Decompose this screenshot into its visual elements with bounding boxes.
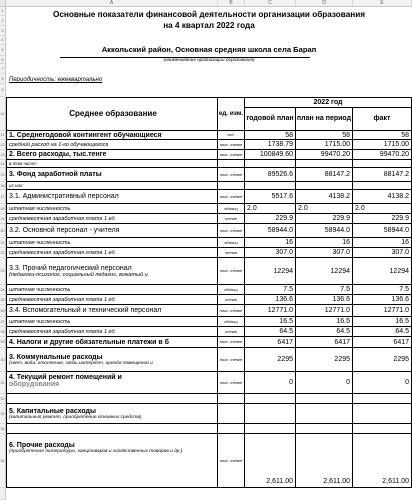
row-label[interactable]	[6, 394, 218, 404]
fact-value[interactable]: 58944.0	[353, 224, 412, 238]
row-label[interactable]: 2. Всего расходы, тыс.тенге	[6, 150, 218, 160]
row-label[interactable]: среднемесячная заработная плата 1 ед.	[6, 214, 218, 224]
period-plan-value[interactable]	[296, 424, 353, 434]
row-label: 5. Капитальные расходы	[9, 407, 96, 415]
period-plan-value[interactable]: 7.5	[296, 285, 353, 295]
row-unit[interactable]: тенге	[218, 214, 245, 224]
row-unit[interactable]: тыс. тенге	[218, 140, 245, 150]
row-label[interactable]: 1. Среднегодовой контингент обучающиеся	[6, 131, 218, 140]
fact-value[interactable]: 88147.2	[353, 168, 412, 182]
row-unit[interactable]: единиц	[218, 204, 245, 214]
row-number[interactable]: 16	[0, 182, 6, 190]
header-year[interactable]: 2022 год	[245, 97, 412, 108]
row-label-cell[interactable]	[6, 404, 218, 424]
row-number[interactable]: 22	[0, 248, 6, 258]
annual-plan-value[interactable]	[245, 404, 296, 424]
table-row	[0, 337, 412, 348]
period-plan-value[interactable]: 1715.00	[296, 140, 353, 150]
row-sublabel: (свет, вода, отопление, связь,интернет, аренда помещений и	[9, 360, 153, 366]
annual-plan-value[interactable]: 58944.0	[245, 224, 296, 238]
fact-value[interactable]: 2295	[353, 348, 412, 372]
row-label[interactable]: среднемесячная заработная плата 1 ед.	[6, 327, 218, 337]
row-number[interactable]: 15	[0, 168, 6, 182]
fact-value[interactable]	[353, 160, 412, 168]
table-row	[0, 160, 412, 168]
annual-plan-value[interactable]: 6417	[245, 337, 296, 348]
period-plan-value[interactable]	[296, 404, 353, 424]
sheet-row	[0, 488, 412, 500]
annual-plan-value[interactable]	[245, 394, 296, 404]
period-plan-value[interactable]: 2295	[296, 348, 353, 372]
column-header-e[interactable]: E	[353, 0, 412, 7]
row-number[interactable]: 1	[0, 7, 6, 16]
fact-value[interactable]: 12771.0	[353, 305, 412, 317]
fact-value[interactable]: 2,611.00	[353, 434, 412, 488]
period-plan-value[interactable]: 64.5	[296, 327, 353, 337]
fact-value[interactable]	[353, 424, 412, 434]
row-number[interactable]: 3	[0, 26, 6, 36]
fact-value[interactable]: 307.0	[353, 248, 412, 258]
table-row	[0, 285, 412, 295]
row-unit[interactable]	[218, 404, 245, 424]
column-header-a[interactable]: A	[6, 0, 218, 7]
annual-plan-value[interactable]: 229.9	[245, 214, 296, 224]
row-label[interactable]: среднемесячная заработная плата 1 ед.	[6, 248, 218, 258]
row-number[interactable]: 14	[0, 160, 6, 168]
table-row	[0, 131, 412, 140]
row-unit[interactable]	[218, 424, 245, 434]
column-header-c[interactable]: C	[245, 0, 296, 7]
row-number[interactable]: 8	[0, 74, 6, 84]
row-label[interactable]: штатная численность	[6, 204, 218, 214]
annual-plan-value[interactable]: 100849.60	[245, 150, 296, 160]
row-number[interactable]: 26	[0, 305, 6, 317]
row-unit[interactable]: тыс. тенге	[218, 168, 245, 182]
table-row	[0, 224, 412, 238]
period-plan-value[interactable]: 2.0	[296, 204, 353, 214]
row-number[interactable]: 31	[0, 372, 6, 394]
table-row	[0, 372, 412, 394]
period-plan-value[interactable]: 136.6	[296, 295, 353, 305]
row-unit[interactable]: тенге	[218, 295, 245, 305]
annual-plan-value[interactable]: 2.0	[245, 204, 296, 214]
table-row	[0, 348, 412, 372]
header-unit[interactable]: ед. изм.	[218, 97, 245, 131]
fact-value[interactable]: 16.5	[353, 317, 412, 327]
row-number[interactable]: 2	[0, 16, 6, 26]
table-row	[0, 182, 412, 190]
row-label-cell[interactable]	[6, 348, 218, 372]
annual-plan-value[interactable]	[245, 424, 296, 434]
row-number[interactable]: 13	[0, 150, 6, 160]
period-plan-value[interactable]: 99470.20	[296, 150, 353, 160]
fact-value[interactable]	[353, 404, 412, 424]
row-unit[interactable]: тыс. тенге	[218, 224, 245, 238]
table-row	[0, 327, 412, 337]
row-unit[interactable]: тыс. тенге	[218, 258, 245, 285]
table-row	[0, 404, 412, 424]
annual-plan-value[interactable]: 16.5	[245, 317, 296, 327]
fact-value[interactable]: 0	[353, 372, 412, 394]
row-sublabel: (приобретение литературы, канцтоваров и хозяйственных товаров и др.)	[9, 449, 183, 454]
fact-value[interactable]	[353, 182, 412, 190]
annual-plan-value[interactable]: 16	[245, 238, 296, 248]
row-number[interactable]: 32	[0, 394, 6, 404]
annual-plan-value[interactable]: 12771.0	[245, 305, 296, 317]
table-row	[0, 190, 412, 204]
row-unit[interactable]: тыс. тенге	[218, 190, 245, 204]
row-sublabel: (капитальный ремонт, приобретение основных средств)	[9, 414, 142, 420]
table-row	[0, 394, 412, 404]
row-number[interactable]: 19	[0, 214, 6, 224]
period-plan-value[interactable]: 12771.0	[296, 305, 353, 317]
period-plan-value[interactable]	[296, 182, 353, 190]
row-label-cell[interactable]	[6, 434, 218, 488]
annual-plan-value[interactable]: 7.5	[245, 285, 296, 295]
row-label: 4. Текущий ремонт помещений и	[9, 374, 122, 381]
row-number[interactable]: 35	[0, 434, 6, 488]
period-plan-value[interactable]: 12294	[296, 258, 353, 285]
table-row	[0, 150, 412, 160]
row-unit[interactable]	[218, 182, 245, 190]
fact-value[interactable]: 136.6	[353, 295, 412, 305]
annual-plan-value[interactable]	[245, 160, 296, 168]
period-plan-value[interactable]	[296, 160, 353, 168]
row-sublabel: (педагоги-психолог, социальный педагог, вожатый и	[9, 271, 148, 278]
annual-plan-value[interactable]: 58	[245, 131, 296, 140]
row-unit[interactable]: тыс. тенге	[218, 305, 245, 317]
table-row	[0, 434, 412, 488]
row-number[interactable]: 21	[0, 238, 6, 248]
fact-value[interactable]: 1715.00	[353, 140, 412, 150]
row-number[interactable]: 18	[0, 204, 6, 214]
annual-plan-value[interactable]: 89526.6	[245, 168, 296, 182]
row-unit[interactable]: тыс. тенге	[218, 337, 245, 348]
row-number[interactable]: 25	[0, 295, 6, 305]
row-label[interactable]: 4. Налоги и другие обязательные платежи в б	[6, 337, 218, 348]
period-plan-value[interactable]: 2,611.00	[296, 434, 353, 488]
sheet-row	[0, 84, 412, 97]
annual-plan-value[interactable]: 1738.79	[245, 140, 296, 150]
table-row	[0, 317, 412, 327]
annual-plan-value[interactable]: 2295	[245, 348, 296, 372]
row-unit[interactable]	[218, 394, 245, 404]
table-row	[0, 424, 412, 434]
fact-value[interactable]	[353, 394, 412, 404]
annual-plan-value[interactable]: 136.6	[245, 295, 296, 305]
period-plan-value[interactable]: 58	[296, 131, 353, 140]
fact-value[interactable]: 64.5	[353, 327, 412, 337]
annual-plan-value[interactable]: 5517.6	[245, 190, 296, 204]
row-label[interactable]: 3. Фонд заработной платы	[6, 168, 218, 182]
table-row	[0, 168, 412, 182]
annual-plan-value[interactable]: 2,611.00	[245, 434, 296, 488]
table-row	[0, 238, 412, 248]
fact-value[interactable]: 6417	[353, 337, 412, 348]
row-number[interactable]: 4	[0, 36, 6, 45]
annual-plan-value[interactable]: 64.5	[245, 327, 296, 337]
header-fact[interactable]: факт	[353, 108, 412, 131]
fact-value[interactable]: 99470.20	[353, 150, 412, 160]
row-unit[interactable]: чел.	[218, 131, 245, 140]
period-plan-value[interactable]: 16.5	[296, 317, 353, 327]
period-plan-value[interactable]: 6417	[296, 337, 353, 348]
row-label[interactable]: штатная численность	[6, 285, 218, 295]
table-row	[0, 295, 412, 305]
fact-value[interactable]: 16	[353, 238, 412, 248]
table-row	[0, 258, 412, 285]
fact-value[interactable]: 58	[353, 131, 412, 140]
periodicity-label: Периодичность: ежеквартально	[9, 77, 103, 83]
annual-plan-value[interactable]: 307.0	[245, 248, 296, 258]
period-plan-value[interactable]: 229.9	[296, 214, 353, 224]
row-unit[interactable]	[218, 160, 245, 168]
row-label[interactable]: штатная численность	[6, 317, 218, 327]
row-label[interactable]: штатная численность	[6, 238, 218, 248]
row-number[interactable]: 29	[0, 337, 6, 348]
row-label[interactable]: 3.4. Вспомогательный и технический персонал	[6, 305, 218, 317]
sheet-row	[0, 36, 412, 45]
row-number[interactable]: 24	[0, 285, 6, 295]
annual-plan-value[interactable]: 12294	[245, 258, 296, 285]
period-plan-value[interactable]: 88147.2	[296, 168, 353, 182]
row-unit[interactable]: тыс. тенге	[218, 434, 245, 488]
fact-value[interactable]: 4138.2	[353, 190, 412, 204]
row-label[interactable]	[6, 424, 218, 434]
fact-value[interactable]: 7.5	[353, 285, 412, 295]
period-plan-value[interactable]: 16	[296, 238, 353, 248]
row-label-cell[interactable]	[6, 258, 218, 285]
row-number[interactable]: 12	[0, 140, 6, 150]
row-unit[interactable]: тенге	[218, 248, 245, 258]
header-section[interactable]: Среднее образование	[6, 97, 218, 131]
fact-value[interactable]: 2.0	[353, 204, 412, 214]
period-plan-value[interactable]: 58944.0	[296, 224, 353, 238]
row-label[interactable]: среднемесячная заработная плата 1 ед.	[6, 295, 218, 305]
sheet-row	[0, 64, 412, 74]
row-label[interactable]: 3.1. Административный персонал	[6, 190, 218, 204]
period-plan-value[interactable]: 0	[296, 372, 353, 394]
table-row	[0, 204, 412, 214]
table-header	[0, 97, 412, 131]
row-label[interactable]: средний расход на 1-го обучающегося	[6, 140, 218, 150]
header-annual-plan[interactable]: годовой план	[245, 108, 296, 131]
row-number[interactable]: 6	[0, 56, 6, 64]
organization-name: Аккольский район, Основная средняя школа села Барап	[101, 45, 317, 54]
row-number[interactable]: 33	[0, 404, 6, 424]
row-number[interactable]: 34	[0, 424, 6, 434]
row-label-cell[interactable]	[6, 372, 218, 394]
row-number[interactable]: 11	[0, 131, 6, 140]
organization-caption: (наименование организации образования)	[163, 57, 255, 62]
report-title-line1: Основные показатели финансовой деятельности организации образования	[52, 10, 366, 19]
fact-value[interactable]: 229.9	[353, 214, 412, 224]
row-number[interactable]: 7	[0, 64, 6, 74]
row-label[interactable]: из них:	[6, 182, 218, 190]
row-number[interactable]: 17	[0, 190, 6, 204]
row-unit[interactable]: единиц	[218, 317, 245, 327]
column-header-d[interactable]: D	[296, 0, 353, 7]
row-label[interactable]: 3.2. Основной персонал - учителя	[6, 224, 218, 238]
row-number[interactable]: 27	[0, 317, 6, 327]
row-sublabel: оборудования	[9, 381, 60, 388]
row-number[interactable]: 20	[0, 224, 6, 238]
row-unit[interactable]: тыс. тенге	[218, 348, 245, 372]
row-label: 6. Прочие расходы	[9, 442, 75, 449]
table-row	[0, 305, 412, 317]
header-period-plan[interactable]: план на период	[296, 108, 353, 131]
row-number[interactable]	[0, 488, 6, 500]
row-unit[interactable]: единиц	[218, 285, 245, 295]
report-title-line2: на 4 квартал 2022 года	[163, 21, 255, 30]
row-label[interactable]: в том числе:	[6, 160, 218, 168]
column-header-b[interactable]: B	[218, 0, 245, 7]
period-plan-value[interactable]: 307.0	[296, 248, 353, 258]
row-number[interactable]: 28	[0, 327, 6, 337]
row-unit[interactable]: тыс. тенге	[218, 372, 245, 394]
row-unit[interactable]: единиц	[218, 238, 245, 248]
row-number[interactable]: 23	[0, 258, 6, 285]
period-plan-value[interactable]: 4138.2	[296, 190, 353, 204]
period-plan-value[interactable]	[296, 394, 353, 404]
row-unit[interactable]: тенге	[218, 327, 245, 337]
row-unit[interactable]: тыс. тенге	[218, 150, 245, 160]
row-number[interactable]: 10	[0, 97, 6, 131]
row-label: 3.3. Прочий педагогический персонал	[9, 264, 132, 272]
table-row	[0, 214, 412, 224]
fact-value[interactable]: 12294	[353, 258, 412, 285]
annual-plan-value[interactable]: 0	[245, 372, 296, 394]
table-row	[0, 248, 412, 258]
row-number[interactable]: 30	[0, 348, 6, 372]
annual-plan-value[interactable]	[245, 182, 296, 190]
row-label: 3. Коммунальные расходы	[9, 353, 103, 361]
row-number[interactable]: 9	[0, 84, 6, 97]
table-row	[0, 140, 412, 150]
row-number[interactable]: 5	[0, 45, 6, 56]
